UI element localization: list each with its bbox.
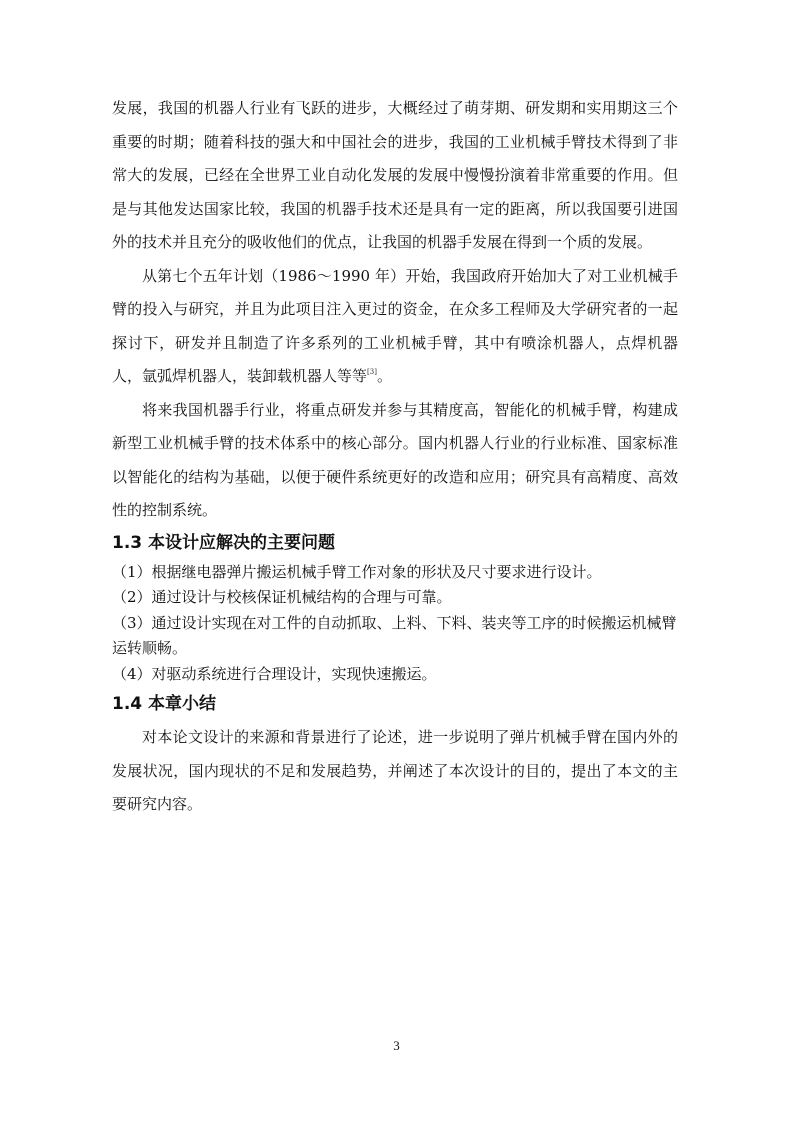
section-heading-1-3: 1.3 本设计应解决的主要问题 <box>112 532 336 553</box>
problem-list <box>112 560 678 688</box>
list-item: （2）通过设计与校核保证机械结构的合理与可靠。 <box>112 588 452 606</box>
section-heading-1-4: 1.4 本章小结 <box>112 694 217 714</box>
list-item: （3）通过设计实现在对工件的自动抓取、上料、下料、装夹等工序的时候搬运机械臂运转顺畅。 <box>112 613 677 657</box>
list-item: （1）根据继电器弹片搬运机械手臂工作对象的形状及尺寸要求进行设计。 <box>112 562 602 581</box>
list-item: （4）对驱动系统进行合理设计，实现快速搬运。 <box>112 664 437 683</box>
paragraph-future-outlook: 将来我国机器手行业，将重点研发并参与其精度高，智能化的机械手臂，构建成新型工业机械手臂的技术体系中的核心部分。国内机器人行业的行业标准、国家标准以智能化的结构为基础，以便于硬件系统更好的改造和应用；研究具有高精度、高效性的控制系统。 <box>112 400 678 519</box>
paragraph-robot-industry-development: 发展，我国的机器人行业有飞跃的进步，大概经过了萌芽期、研发期和实用期这三个重要的时期；随着科技的强大和中国社会的进步，我国的工业机械手臂技术得到了非常大的发展，已经在全世界工业自动化发展的发展中慢慢扮演着非常重要的作用。但是与其他发达国家比较，我国的机器手技术还是具有一定的距离，所以我国要引进国外的技术并且充分的吸收他们的优点，让我国的机器手发展在得到一个质的发展。 <box>112 99 678 251</box>
paragraph-end-punctuation: 。 <box>376 367 392 385</box>
document-page <box>112 92 678 822</box>
paragraph-chapter-summary: 对本论文设计的来源和背景进行了论述，进一步说明了弹片机械手臂在国内外的发展状况，国内现状的不足和发展趋势，并阐述了本次设计的目的，提出了本文的主要研究内容。 <box>112 728 678 813</box>
paragraph-seventh-five-year-plan-text: 从第七个五年计划（1986～1990 年）开始，我国政府开始加大了对工业机械手臂的投入与研究，并且为此项目注入更过的资金，在众多工程师及大学研究者的一起探讨下，研发并且制造了许多系列的工业机械手臂，其中有喷涂机器人，点焊机器人，氩弧焊机器人，装卸载机器人等等 <box>112 266 678 385</box>
page-number: 3 <box>393 1038 400 1053</box>
paragraph-seventh-five-year-plan <box>112 260 678 394</box>
citation-reference: [3] <box>367 368 377 376</box>
